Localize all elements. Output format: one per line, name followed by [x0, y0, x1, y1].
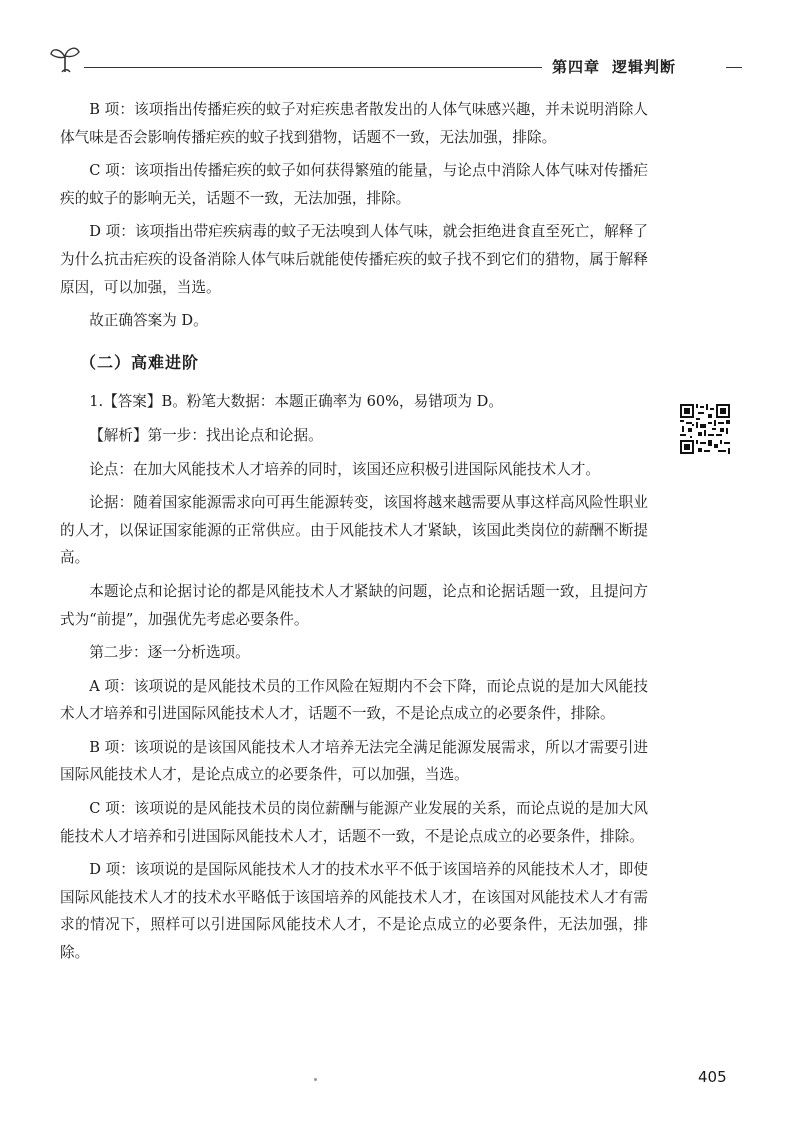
paragraph: C 项：该项说的是风能技术员的岗位薪酬与能源产业发展的关系，而论点说的是加大风能技术人才培养和引进国际风能技术人才，话题不一致，不是论点成立的必要条件，排除。 — [60, 800, 648, 845]
paragraph: 故正确答案为 D。 — [89, 312, 208, 330]
scan-artifact — [314, 1078, 317, 1081]
paragraph: 本题论点和论据讨论的都是风能技术人才紧缺的问题，论点和论据话题一致，且提问方式为“前提”，加强优先考虑必要条件。 — [60, 582, 648, 628]
paragraph: B 项：该项指出传播疟疾的蚊子对疟疾患者散发出的人体气味感兴趣，并未说明消除人体气味是否会影响传播疟疾的蚊子找到猎物，话题不一致，无法加强，排除。 — [60, 101, 648, 146]
paragraph: 第二步：逐一分析选项。 — [89, 644, 250, 662]
sprout-icon — [48, 42, 82, 76]
paragraph: B 项：该项说的是该国风能技术人才培养无法完全满足能源发展需求，所以才需要引进国际风能技术人才，是论点成立的必要条件，可以加强，当选。 — [60, 738, 648, 784]
chapter-section: 逻辑判断 — [612, 58, 677, 76]
chapter-number: 第四章 — [552, 58, 601, 76]
paragraph: 论点：在加大风能技术人才培养的同时，该国还应积极引进国际风能技术人才。 — [89, 460, 600, 478]
chapter-title — [552, 56, 722, 77]
paragraph: A 项：该项说的是风能技术员的工作风险在短期内不会下降，而论点说的是加大风能技术人才培养和引进国际风能技术人才，话题不一致，不是论点成立的必要条件，排除。 — [60, 677, 648, 723]
header-rule-right — [726, 67, 742, 68]
paragraph: C 项：该项指出传播疟疾的蚊子如何获得繁殖的能量，与论点中消除人体气味对传播疟疾的蚊子的影响无关，话题不一致，无法加强，排除。 — [60, 162, 648, 207]
header-rule-left — [84, 67, 542, 68]
paragraph: 论据：随着国家能源需求向可再生能源转变，该国将越来越需要从事这样高风险性职业的人才，以保证国家能源的正常供应。由于风能技术人才紧缺，该国此类岗位的薪酬不断提高。 — [60, 494, 648, 567]
paragraph: 【解析】第一步：找出论点和论据。 — [89, 426, 323, 444]
qr-code-icon[interactable] — [680, 404, 730, 454]
page-number: 405 — [698, 1068, 727, 1086]
page-content — [60, 96, 648, 973]
paragraph: 1.【答案】B。粉笔大数据：本题正确率为 60%，易错项为 D。 — [89, 393, 503, 411]
paragraph: D 项：该项指出带疟疾病毒的蚊子无法嗅到人体气味，就会拒绝进食直至死亡，解释了为什么抗击疟疾的设备消除人体气味后就能使传播疟疾的蚊子找不到它们的猎物，属于解释原因，可以加强，当选。 — [60, 223, 648, 296]
section-title: （二）高难进阶 — [80, 352, 200, 372]
paragraph: D 项：该项说的是国际风能技术人才的技术水平不低于该国培养的风能技术人才，即使国际风能技术人才的技术水平略低于该国培养的风能技术人才，在该国对风能技术人才有需求的情况下，照样可以引进国际风能技术人才，不是论点成立的必要条件，无法加强，排除。 — [60, 861, 648, 962]
page-header — [40, 40, 740, 80]
